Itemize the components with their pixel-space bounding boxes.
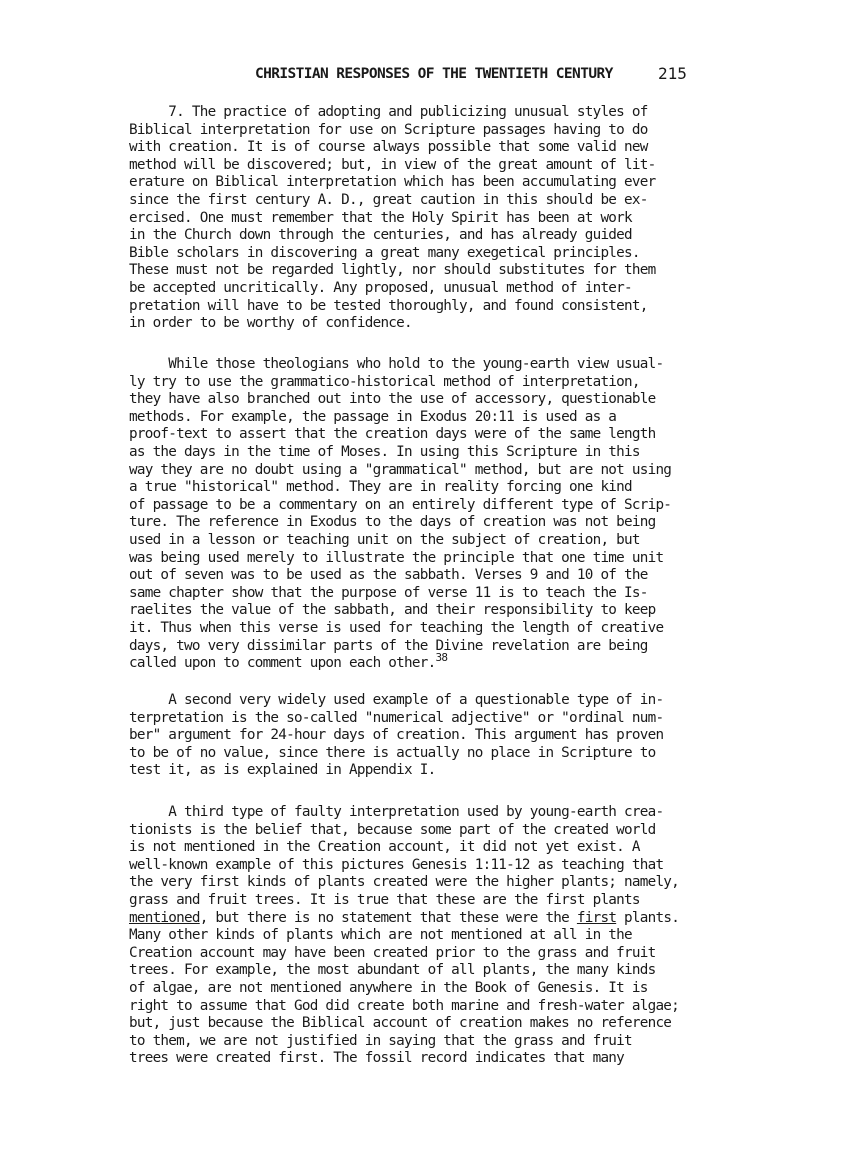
running-header: CHRISTIAN RESPONSES OF THE TWENTIETH CENTURY bbox=[255, 66, 613, 82]
underlined-word: mentioned bbox=[129, 909, 200, 926]
text-line: methods. For example, the passage in Exodus 20:11 is used as a bbox=[129, 408, 617, 425]
text-line: 7. The practice of adopting and publicizing unusual styles of bbox=[129, 104, 648, 120]
paragraph-3 bbox=[129, 692, 849, 780]
text-line: with creation. It is of course always possible that some valid new bbox=[129, 139, 648, 156]
text-line: since the first century A. D., great caution in this should be ex- bbox=[129, 191, 648, 208]
text-line: pretation will have to be tested thoroughly, and found consistent, bbox=[129, 297, 648, 314]
text-line: ly try to use the grammatico-historical method of interpretation, bbox=[129, 373, 640, 390]
text-line: right to assume that God did create both marine and fresh-water algae; bbox=[129, 997, 680, 1014]
text-line-content: called upon to comment upon each other. bbox=[129, 655, 436, 672]
text-line: the very first kinds of plants created were the higher plants; namely, bbox=[129, 874, 680, 891]
text-line: be accepted uncritically. Any proposed, unusual method of inter- bbox=[129, 279, 632, 296]
text-line: in order to be worthy of confidence. bbox=[129, 315, 412, 332]
text-line: proof-text to assert that the creation days were of the same length bbox=[129, 426, 656, 443]
text-line: A third type of faulty interpretation used by young-earth crea- bbox=[129, 804, 664, 820]
text-line: they have also branched out into the use of accessory, questionable bbox=[129, 391, 656, 408]
text-line: grass and fruit trees. It is true that these are the first plants bbox=[129, 891, 640, 908]
text-line: trees. For example, the most abundant of all plants, the many kinds bbox=[129, 962, 656, 979]
text-line: trees were created first. The fossil record indicates that many bbox=[129, 1050, 625, 1067]
text-line: well-known example of this pictures Genesis 1:11-12 as teaching that bbox=[129, 856, 664, 873]
text-line: to them, we are not justified in saying that the grass and fruit bbox=[129, 1032, 632, 1049]
underlined-word: first bbox=[576, 909, 617, 926]
text-line bbox=[129, 651, 849, 673]
text-line: Bible scholars in discovering a great many exegetical principles. bbox=[129, 244, 640, 261]
text-line: days, two very dissimilar parts of the Divine revelation are being bbox=[129, 637, 648, 654]
text-line: ture. The reference in Exodus to the days of creation was not being bbox=[129, 514, 656, 531]
text-line bbox=[129, 910, 849, 928]
text-line: a true "historical" method. They are in reality forcing one kind bbox=[129, 479, 632, 496]
text-line: of algae, are not mentioned anywhere in the Book of Genesis. It is bbox=[129, 979, 648, 996]
text-line: Creation account may have been created prior to the grass and fruit bbox=[129, 944, 656, 961]
text-line: Biblical interpretation for use on Scripture passages having to do bbox=[129, 121, 648, 138]
paragraph-4 bbox=[129, 804, 849, 1068]
text-line: to be of no value, since there is actually no place in Scripture to bbox=[129, 744, 656, 761]
text-line: Many other kinds of plants which are not mentioned at all in the bbox=[129, 927, 632, 944]
text-line-content: , but there is no statement that these were the bbox=[199, 909, 577, 926]
text-line: terpretation is the so-called "numerical adjective" or "ordinal num- bbox=[129, 709, 664, 726]
text-line: but, just because the Biblical account of creation makes no reference bbox=[129, 1015, 672, 1032]
text-line: as the days in the time of Moses. In using this Scripture in this bbox=[129, 443, 640, 460]
text-line: was being used merely to illustrate the principle that one time unit bbox=[129, 549, 664, 566]
text-line: same chapter show that the purpose of verse 11 is to teach the Is- bbox=[129, 584, 648, 601]
text-line: tionists is the belief that, because some part of the created world bbox=[129, 821, 656, 838]
page-number: 215 bbox=[658, 64, 687, 83]
text-line: in the Church down through the centuries, and has already guided bbox=[129, 227, 632, 244]
text-line: ercised. One must remember that the Holy Spirit has been at work bbox=[129, 209, 632, 226]
text-line: is not mentioned in the Creation account, it did not yet exist. A bbox=[129, 839, 640, 856]
text-line: test it, as is explained in Appendix I. bbox=[129, 762, 436, 779]
text-line: A second very widely used example of a questionable type of in- bbox=[129, 692, 664, 708]
text-line: way they are no doubt using a "grammatical" method, but are not using bbox=[129, 461, 672, 478]
text-line: ber" argument for 24-hour days of creation. This argument has proven bbox=[129, 727, 664, 744]
text-line: out of seven was to be used as the sabbath. Verses 9 and 10 of the bbox=[129, 567, 648, 584]
text-line-content: plants. bbox=[616, 909, 680, 926]
text-line: These must not be regarded lightly, nor should substitutes for them bbox=[129, 262, 656, 279]
text-line: it. Thus when this verse is used for teaching the length of creative bbox=[129, 619, 664, 636]
paragraph-2 bbox=[129, 356, 849, 673]
text-line: While those theologians who hold to the young-earth view usual- bbox=[129, 356, 664, 372]
paragraph-1 bbox=[129, 104, 849, 333]
footnote-reference: 38 bbox=[435, 651, 448, 665]
text-line: used in a lesson or teaching unit on the subject of creation, but bbox=[129, 531, 640, 548]
text-line: raelites the value of the sabbath, and their responsibility to keep bbox=[129, 602, 656, 619]
text-line: erature on Biblical interpretation which has been accumulating ever bbox=[129, 174, 656, 191]
text-line: of passage to be a commentary on an entirely different type of Scrip- bbox=[129, 496, 672, 513]
text-line: method will be discovered; but, in view of the great amount of lit- bbox=[129, 156, 656, 173]
